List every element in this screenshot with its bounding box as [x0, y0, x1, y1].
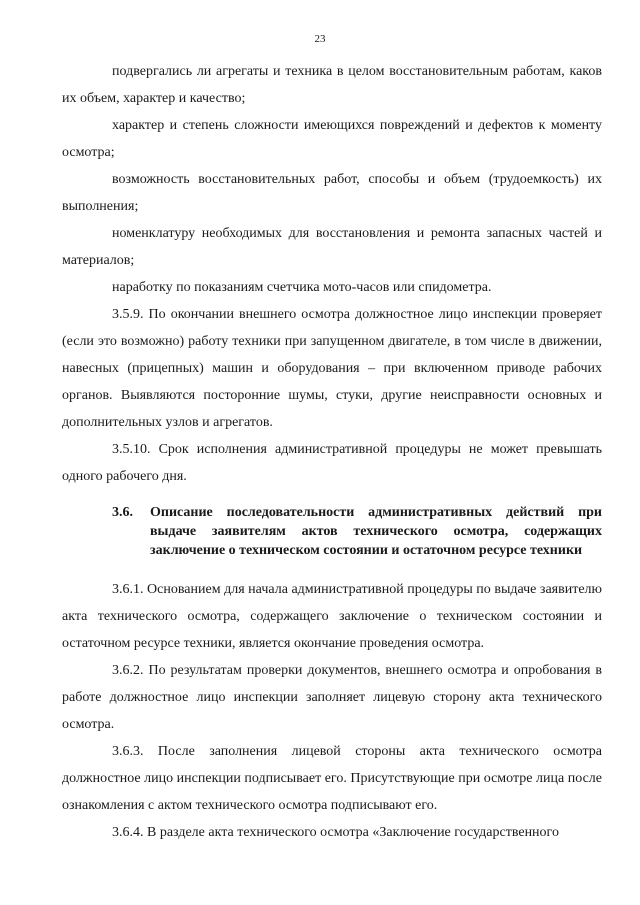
section-heading [62, 503, 602, 560]
paragraph: возможность восстановительных работ, способы и объем (трудоемкость) их выполнения; [62, 172, 602, 214]
paragraph: 3.6.1. Основанием для начала административной процедуры по выдаче заявителю акта технического осмотра, содержащего заключение о техническом состоянии и остаточном ресурсе техники, является окончание проведения осмотра. [62, 582, 602, 651]
section-title: Описание последовательности административных действий при выдаче заявителям актов технического осмотра, содержащих заключение о техническом состоянии и остаточном ресурсе техники [150, 505, 602, 558]
paragraph: 3.6.4. В разделе акта технического осмотра «Заключение государственного [112, 825, 559, 840]
paragraph: 3.6.2. По результатам проверки документов, внешнего осмотра и опробования в работе должностное лицо инспекции заполняет лицевую сторону акта технического осмотра. [62, 663, 602, 732]
paragraph: подвергались ли агрегаты и техника в целом восстановительным работам, каков их объем, характер и качество; [62, 64, 602, 106]
paragraph: 3.5.9. По окончании внешнего осмотра должностное лицо инспекции проверяет (если это возможно) работу техники при запущенном двигателе, в том числе в движении, навесных (прицепных) машин и оборудования – при включенном приводе рабочих органов. Выявляются посторонние шумы, стуки, другие неисправности основных и дополнительных узлов и агрегатов. [62, 307, 602, 430]
document-body [62, 58, 602, 846]
paragraph: наработку по показаниям счетчика мото-часов или спидометра. [112, 280, 492, 295]
paragraph: 3.6.3. После заполнения лицевой стороны акта технического осмотра должностное лицо инспекции подписывает его. Присутствующие при осмотре лица после ознакомления с актом технического осмотра подписывают его. [62, 744, 602, 813]
page-number: 23 [314, 33, 326, 45]
paragraph: 3.5.10. Срок исполнения административной процедуры не может превышать одного рабочего дня. [62, 442, 602, 484]
section-number: 3.6. [112, 505, 133, 520]
paragraph: номенклатуру необходимых для восстановления и ремонта запасных частей и материалов; [62, 226, 602, 268]
paragraph: характер и степень сложности имеющихся повреждений и дефектов к моменту осмотра; [62, 118, 602, 160]
